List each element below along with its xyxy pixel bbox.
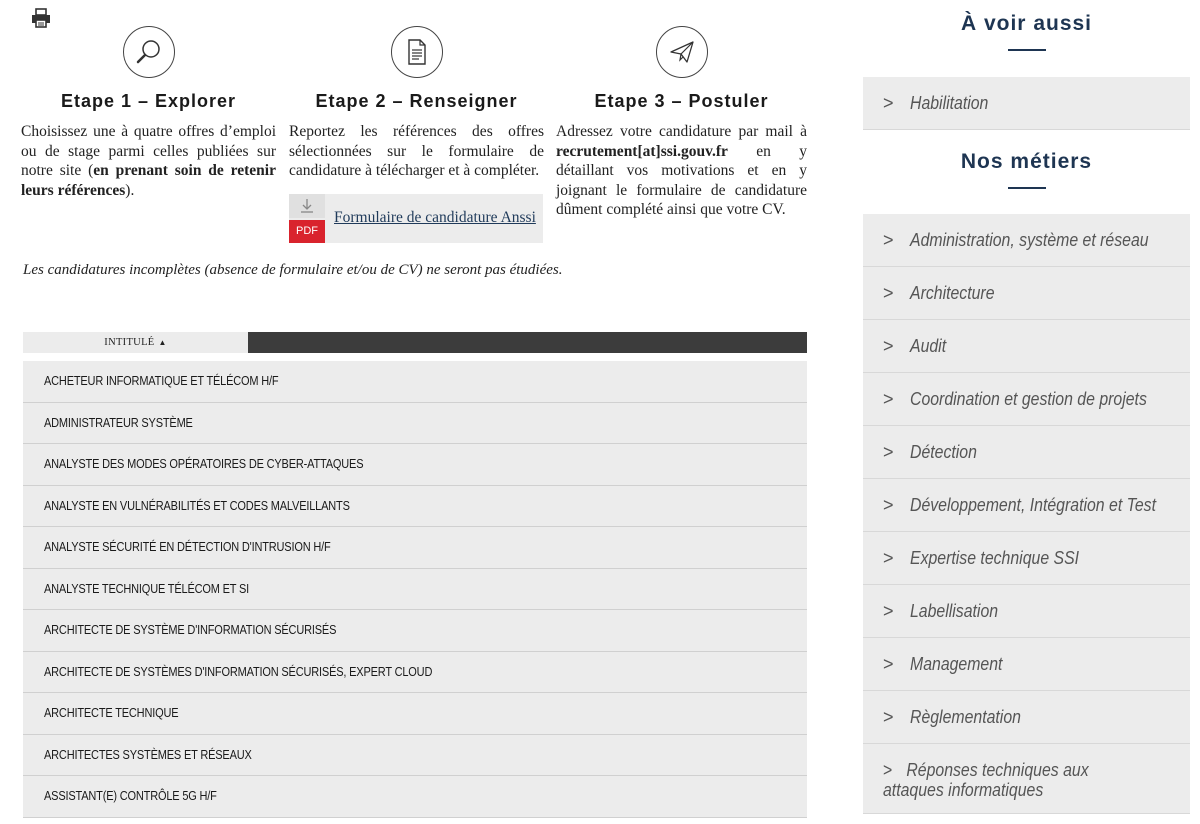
job-table-header [23, 332, 807, 353]
chevron-right-icon: > [883, 706, 894, 727]
table-row[interactable]: ARCHITECTE TECHNIQUE [23, 693, 807, 735]
table-row[interactable]: ANALYSTE EN VULNÉRABILITÉS ET CODES MALVEILLANTS [23, 486, 807, 528]
table-row[interactable]: ADMINISTRATEUR SYSTÈME [23, 403, 807, 445]
sort-up-icon: ▲ [158, 338, 167, 347]
sidebar-item-architecture[interactable]: > Architecture [863, 267, 1190, 320]
table-row[interactable]: ARCHITECTES SYSTÈMES ET RÉSEAUX [23, 735, 807, 777]
chevron-right-icon: > [883, 335, 894, 356]
sidebar-item-labellisation[interactable]: > Labellisation [863, 585, 1190, 638]
sidebar-item-expertise[interactable]: > Expertise technique SSI [863, 532, 1190, 585]
table-row[interactable]: ANALYSTE DES MODES OPÉRATOIRES DE CYBER-ATTAQUES [23, 444, 807, 486]
chevron-right-icon: > [883, 388, 894, 409]
magnifier-icon [123, 26, 175, 78]
chevron-right-icon: > [883, 760, 893, 780]
step-title: Etape 2 – Renseigner [315, 91, 518, 111]
chevron-right-icon: > [883, 441, 894, 462]
step-title: Etape 3 – Postuler [594, 91, 769, 111]
step-postuler [556, 26, 807, 220]
step-renseigner [289, 26, 544, 243]
sidebar-item-administration[interactable]: > Administration, système et réseau [863, 214, 1190, 267]
sidebar-item-detection[interactable]: > Détection [863, 426, 1190, 479]
table-row[interactable]: ASSISTANT(E) CONTRÔLE 5G H/F [23, 776, 807, 818]
sidebar-item-label: Réponses techniques aux attaques informatiques [883, 760, 1089, 800]
step-description: Choisissez une à quatre offres d’emploi ou de stage parmi celles publiées sur notre site (en prenant soin de retenir leurs références). [21, 123, 276, 199]
step-description: Reportez les références des offres sélectionnées sur le formulaire de candidature à télécharger et à compléter. [289, 123, 544, 179]
jobs-list [863, 214, 1190, 814]
document-icon [391, 26, 443, 78]
sidebar-item-reponses[interactable] [863, 744, 1190, 814]
table-row[interactable]: ANALYSTE TECHNIQUE TÉLÉCOM ET SI [23, 569, 807, 611]
pdf-file-icon [289, 194, 325, 243]
chevron-right-icon: > [883, 229, 894, 250]
table-row[interactable]: ANALYSTE SÉCURITÉ EN DÉTECTION D'INTRUSION H/F [23, 527, 807, 569]
sidebar-item-audit[interactable]: > Audit [863, 320, 1190, 373]
column-header-label: INTITULÉ [104, 337, 155, 348]
table-row[interactable]: ARCHITECTE DE SYSTÈME D'INFORMATION SÉCURISÉS [23, 610, 807, 652]
pdf-download-link[interactable] [289, 194, 543, 243]
sidebar-item-reglementation[interactable]: > Règlementation [863, 691, 1190, 744]
sort-intitule-button[interactable] [23, 332, 248, 353]
chevron-right-icon: > [883, 600, 894, 621]
download-icon [289, 194, 325, 218]
step-explorer [21, 26, 276, 200]
printer-icon[interactable] [31, 8, 51, 28]
sidebar-item-coordination[interactable]: > Coordination et gestion de projets [863, 373, 1190, 426]
chevron-right-icon: > [883, 92, 894, 113]
pdf-link-text[interactable]: Formulaire de candidature Anssi [334, 209, 536, 226]
chevron-right-icon: > [883, 494, 894, 515]
chevron-right-icon: > [883, 653, 894, 674]
sidebar-item-habilitation[interactable]: > Habilitation [863, 77, 1190, 130]
step-description: Adressez votre candidature par mail à recrutement[at]ssi.gouv.fr en y détaillant vos motivations et en y joignant le formulaire de candidature dûment complété ainsi que votre CV. [556, 123, 807, 218]
jobs-heading: Nos métiers [960, 150, 1093, 173]
paper-plane-icon [656, 26, 708, 78]
table-row[interactable]: ARCHITECTE DE SYSTÈMES D'INFORMATION SÉCURISÉS, EXPERT CLOUD [23, 652, 807, 694]
sidebar-item-management[interactable]: > Management [863, 638, 1190, 691]
chevron-right-icon: > [883, 282, 894, 303]
see-also-heading: À voir aussi [960, 12, 1093, 35]
table-row[interactable]: ACHETEUR INFORMATIQUE ET TÉLÉCOM H/F [23, 361, 807, 403]
incomplete-applications-note: Les candidatures incomplètes (absence de formulaire et/ou de CV) ne seront pas étudiées. [23, 262, 563, 278]
job-list [23, 361, 807, 818]
pdf-badge: PDF [289, 220, 325, 243]
chevron-right-icon: > [883, 547, 894, 568]
sidebar-item-developpement[interactable]: > Développement, Intégration et Test [863, 479, 1190, 532]
step-title: Etape 1 – Explorer [60, 91, 237, 111]
sidebar [863, 0, 1190, 814]
